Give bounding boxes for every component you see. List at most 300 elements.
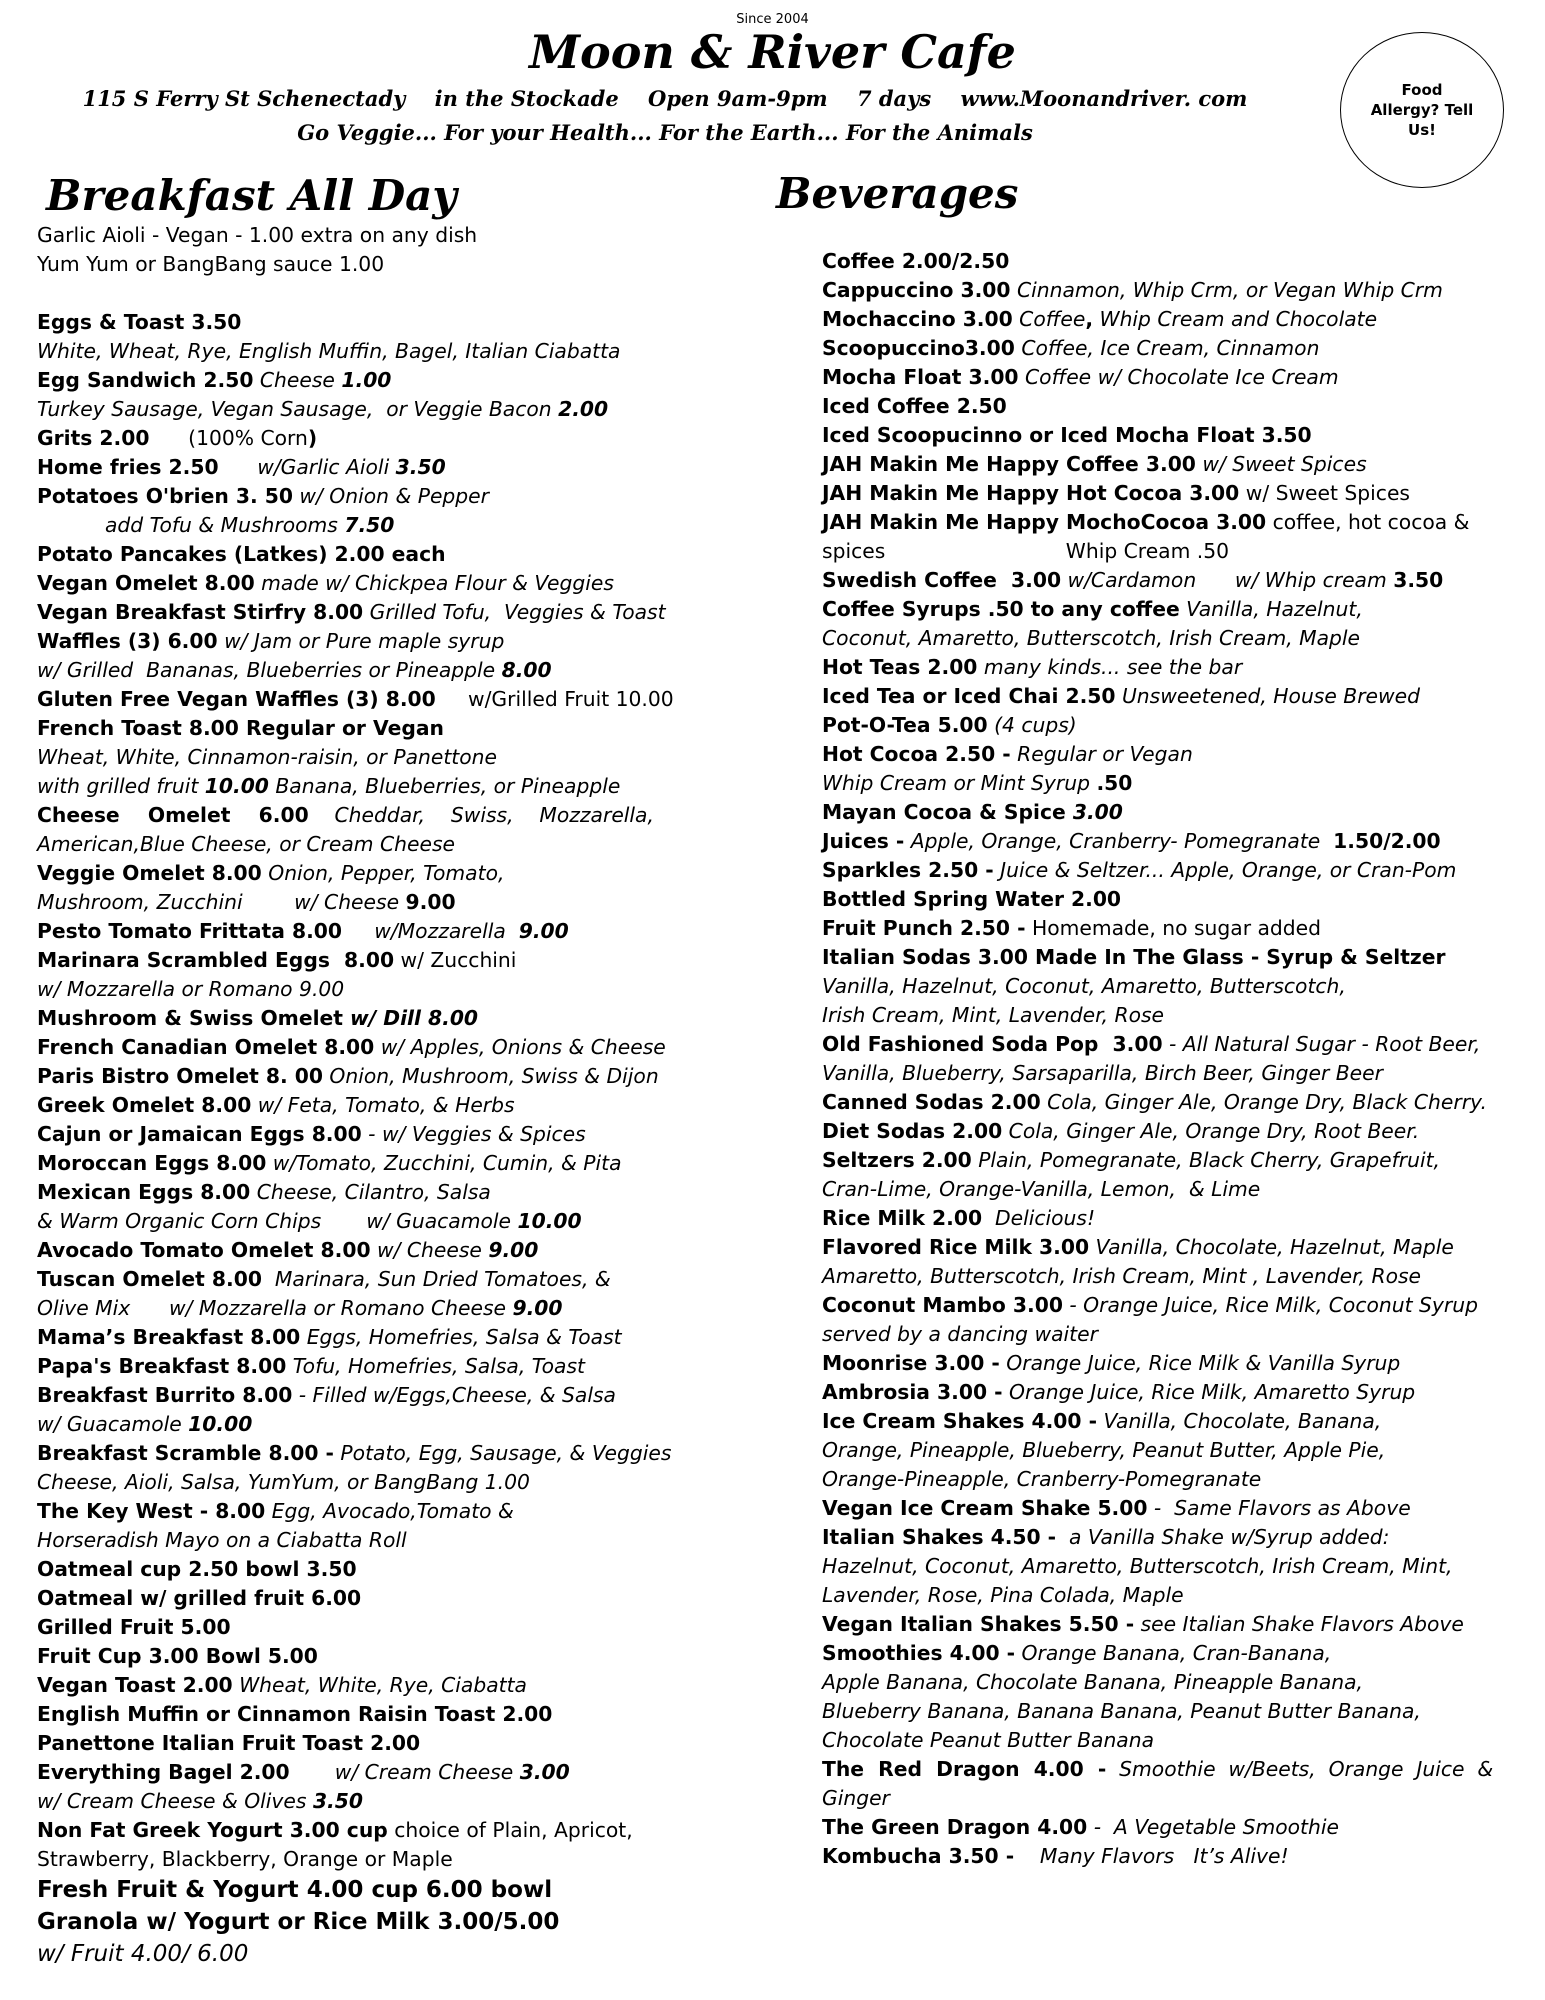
menu-text: Ginger (822, 1786, 890, 1810)
beverage-item (822, 1436, 1512, 1465)
menu-text: Coffee w/ Chocolate Ice Cream (1018, 365, 1339, 389)
menu-text: Olive Mix w/ Mozzarella or Romano Cheese (37, 1296, 513, 1320)
menu-text: choice of Plain, Apricot, (387, 1818, 633, 1842)
menu-text: 1.50/2.00 (1333, 829, 1441, 853)
beverage-item (822, 1233, 1512, 1262)
menu-text: Unsweetened, House Brewed (1115, 684, 1420, 708)
breakfast-item (37, 511, 662, 540)
menu-text: Whip Cream and Chocolate (1093, 307, 1378, 331)
menu-text: Pesto Tomato Frittata 8.00 (37, 919, 343, 943)
menu-text: Bottled Spring Water 2.00 (822, 887, 1122, 911)
beverage-item (822, 305, 1512, 334)
breakfast-item (37, 366, 662, 395)
menu-text: The Key West - 8.00 (37, 1499, 266, 1523)
food-allergy-text: Food Allergy? Tell Us! (1370, 81, 1474, 139)
breakfast-item (37, 1236, 662, 1265)
menu-text: Cappuccino 3.00 (822, 278, 1011, 302)
beverage-item (822, 1320, 1512, 1349)
menu-text: Onion, Pepper, Tomato, (261, 861, 505, 885)
cafe-title: Moon & River Cafe (529, 25, 1016, 79)
menu-text: Cheese, Aioli, Salsa, YumYum, or BangBang 1.00 (37, 1470, 530, 1494)
breakfast-item (37, 1874, 662, 1906)
beverage-item (822, 392, 1512, 421)
breakfast-item (37, 917, 662, 946)
menu-text: w/Tomato, Zucchini, Cumin, & Pita (266, 1151, 622, 1175)
beverage-item (822, 1813, 1512, 1842)
beverage-item (822, 1552, 1512, 1581)
beverage-item (822, 1291, 1512, 1320)
menu-text: Non Fat Greek Yogurt 3.00 cup (37, 1818, 388, 1842)
menu-text: Chocolate Peanut Butter Banana (822, 1728, 1155, 1752)
menu-text: Iced Coffee 2.50 (822, 394, 1007, 418)
beverage-item (822, 595, 1512, 624)
menu-text: Apple, Orange, Cranberry- Pomegranate (904, 829, 1334, 853)
menu-text: Hot Cocoa 2.50 - (822, 742, 1011, 766)
breakfast-item (37, 308, 662, 337)
menu-text: made w/ Chickpea Flour & Veggies (254, 571, 614, 595)
menu-text: Marinara Scrambled Eggs 8.00 (37, 948, 395, 972)
beverage-item (822, 1117, 1512, 1146)
menu-text: , (1085, 307, 1094, 331)
menu-text: with grilled fruit (37, 774, 205, 798)
menu-text: Regular or Vegan (1010, 742, 1193, 766)
menu-text: Fruit Punch 2.50 - (822, 916, 1026, 940)
menu-text: 100% Corn (196, 426, 308, 450)
menu-text: Moonrise 3.00 - (822, 1351, 1000, 1375)
menu-text: JAH Makin Me Happy Coffee 3.00 (822, 452, 1196, 476)
menu-text: Apple Banana, Chocolate Banana, Pineapple Banana, (822, 1670, 1363, 1694)
beverage-item (822, 1610, 1512, 1639)
menu-text: Panettone Italian Fruit Toast 2.00 (37, 1731, 421, 1755)
menu-text: Grilled Fruit 5.00 (37, 1615, 231, 1639)
menu-text: Irish Cream, Mint, Lavender, Rose (822, 1003, 1165, 1027)
breakfast-item (37, 859, 662, 888)
beverage-item (822, 450, 1512, 479)
beverage-item (822, 1465, 1512, 1494)
menu-text: Wheat, White, Cinnamon-raisin, or Panettone (37, 745, 497, 769)
breakfast-item (37, 1149, 662, 1178)
breakfast-item (37, 1787, 662, 1816)
beverages-heading: Beverages (776, 169, 1019, 218)
menu-text: coffee, hot cocoa & (1266, 510, 1470, 534)
menu-text: Grilled Tofu, Veggies & Toast (363, 600, 666, 624)
breakfast-item (37, 656, 662, 685)
menu-text: & Warm Organic Corn Chips w/ Guacamole (37, 1209, 518, 1233)
menu-text: Cran-Lime, Orange-Vanilla, Lemon, & Lime (822, 1177, 1261, 1201)
menu-text: w/ Dill 8.00 (350, 1006, 479, 1030)
breakfast-item (37, 772, 662, 801)
menu-text: Hazelnut, Coconut, Amaretto, Butterscotch, Irish Cream, Mint, (822, 1554, 1453, 1578)
breakfast-item (37, 1033, 666, 1062)
menu-text: spices Whip Cream .50 (822, 539, 1230, 563)
hours: Open 9am-9pm (648, 86, 828, 111)
menu-text: - w/ Veggies & Spices (361, 1122, 586, 1146)
menu-text: Egg Sandwich 2.50 (37, 368, 254, 392)
menu-text: Greek Omelet 8.00 (37, 1093, 252, 1117)
menu-text: Orange Juice, Rice Milk, Amaretto Syrup (1002, 1380, 1416, 1404)
breakfast-item (37, 221, 662, 250)
menu-text: Mayan Cocoa & Spice (822, 800, 1073, 824)
menu-text: Cola, Ginger Ale, Orange Dry, Root Beer. (1002, 1119, 1420, 1143)
menu-text: 9.00 (512, 1296, 563, 1320)
beverage-item (822, 1668, 1512, 1697)
menu-text: Potatoes O'brien 3. 50 (37, 484, 293, 508)
breakfast-item (37, 1642, 662, 1671)
menu-text: Yum Yum or BangBang sauce 1.00 (37, 252, 385, 276)
menu-text: Orange Banana, Cran-Banana, (1015, 1641, 1332, 1665)
menu-text: Coconut Mambo 3.00 (822, 1293, 1063, 1317)
menu-text: Ice Cream Shakes 4.00 - (822, 1409, 1097, 1433)
menu-text: Iced Tea or Iced Chai 2.50 (822, 684, 1116, 708)
beverage-item (822, 479, 1512, 508)
location: in the Stockade (434, 86, 619, 111)
menu-text: Strawberry, Blackberry, Orange or Maple (37, 1847, 453, 1871)
menu-text: Cheese, Cilantro, Salsa (250, 1180, 491, 1204)
menu-text: Orange Juice, Rice Milk & Vanilla Syrup (999, 1351, 1401, 1375)
beverage-item (822, 276, 1512, 305)
menu-text: Amaretto, Butterscotch, Irish Cream, Mint , Lavender, Rose (822, 1264, 1422, 1288)
menu-text: Iced Scoopucinno or Iced Mocha Float 3.50 (822, 423, 1312, 447)
beverage-item (822, 1088, 1512, 1117)
beverage-item (822, 1494, 1512, 1523)
menu-text: ) (307, 426, 318, 450)
breakfast-menu-list (37, 221, 674, 1970)
menu-text: Smoothie w/Beets, Orange Juice & (1106, 1757, 1494, 1781)
menu-text: Moroccan Eggs 8.00 (37, 1151, 267, 1175)
beverage-item (822, 334, 1512, 363)
menu-text: 1.00 (341, 368, 392, 392)
breakfast-item (37, 1497, 662, 1526)
menu-text: English Muffin or Cinnamon Raisin Toast 2.00 (37, 1702, 553, 1726)
menu-text: Marinara, Sun Dried Tomatoes, & (261, 1267, 611, 1291)
menu-text: w/ Guacamole (37, 1412, 189, 1436)
tagline: Go Veggie... For your Health... For the Earth... For the Animals (297, 120, 1033, 145)
beverage-item (822, 740, 1512, 769)
address: 115 S Ferry St Schenectady (82, 86, 406, 111)
menu-text: Orange-Pineapple, Cranberry-Pomegranate (822, 1467, 1262, 1491)
breakfast-item (37, 1091, 662, 1120)
breakfast-item (37, 1323, 662, 1352)
menu-text: ( (149, 426, 197, 450)
menu-text: Delicious! (982, 1206, 1096, 1230)
menu-text: Vegan Toast 2.00 (37, 1673, 233, 1697)
menu-text: Coffee (1012, 307, 1086, 331)
menu-text: Cheese Omelet 6.00 (37, 803, 309, 827)
breakfast-item (37, 1062, 662, 1091)
menu-text: Mocha Float 3.00 (822, 365, 1019, 389)
breakfast-item (37, 1178, 662, 1207)
menu-text: Blueberry Banana, Banana Banana, Peanut Butter Banana, (822, 1699, 1421, 1723)
beverage-item (822, 769, 1512, 798)
menu-text: Avocado Tomato Omelet 8.00 (37, 1238, 371, 1262)
menu-text: Juices - (822, 829, 905, 853)
menu-text: Swedish Coffee 3.00 (822, 568, 1062, 592)
breakfast-item (37, 1729, 662, 1758)
beverage-item (822, 508, 1512, 537)
menu-text: Mama’s Breakfast 8.00 (37, 1325, 301, 1349)
menu-text: a Vanilla Shake w/Syrup added: (1056, 1525, 1390, 1549)
menu-text: Vanilla, Chocolate, Hazelnut, Maple (1089, 1235, 1454, 1259)
menu-text: Grits 2.00 (37, 426, 150, 450)
menu-text: w/Mozzarella (342, 919, 519, 943)
menu-text: Breakfast Scramble 8.00 - (37, 1441, 334, 1465)
beverage-item (822, 1262, 1512, 1291)
beverage-item (822, 566, 1512, 595)
menu-text: Coconut, Amaretto, Butterscotch, Irish Cream, Maple (822, 626, 1361, 650)
beverage-item (822, 624, 1512, 653)
beverage-item (822, 1523, 1512, 1552)
menu-text: Wheat, White, Rye, Ciabatta (232, 1673, 527, 1697)
beverage-item (822, 1001, 1512, 1030)
menu-text: Pot-O-Tea 5.00 (822, 713, 988, 737)
menu-text: Home fries 2.50 (37, 455, 219, 479)
menu-text: Vanilla, Hazelnut, (1179, 597, 1363, 621)
breakfast-item (37, 1758, 662, 1787)
menu-text: Egg, Avocado,Tomato & (265, 1499, 514, 1523)
menu-text: - Same Flavors as Above (1147, 1496, 1411, 1520)
menu-text: 9.00 (518, 919, 569, 943)
menu-text: w/ Mozzarella or Romano 9.00 (37, 977, 345, 1001)
menu-text: Granola w/ Yogurt or Rice Milk 3.00/5.00 (37, 1909, 560, 1935)
breakfast-item (37, 975, 662, 1004)
beverage-item (822, 1407, 1512, 1436)
menu-text: Rice Milk 2.00 (822, 1206, 983, 1230)
menu-text: Tuscan Omelet 8.00 (37, 1267, 262, 1291)
breakfast-item (37, 888, 662, 917)
breakfast-item (37, 482, 662, 511)
days: 7 days (856, 86, 932, 111)
menu-text: 3.50 (1393, 568, 1444, 592)
breakfast-item (37, 1526, 662, 1555)
breakfast-item (37, 1816, 662, 1845)
menu-text: Cinnamon, Whip Crm, or Vegan Whip Crm (1010, 278, 1443, 302)
breakfast-item (37, 337, 662, 366)
breakfast-item (37, 714, 662, 743)
menu-text: Italian Sodas 3.00 Made In The Glass - Syrup & Seltzer (822, 945, 1446, 969)
menu-text: Scoopuccino3.00 (822, 336, 1015, 360)
menu-text: Old Fashioned Soda Pop 3.00 (822, 1032, 1163, 1056)
menu-text: Many Flavors It’s Alive! (1014, 1844, 1289, 1868)
menu-text: Eggs, Homefries, Salsa & Toast (300, 1325, 622, 1349)
breakfast-item (37, 743, 662, 772)
beverage-item (822, 1842, 1512, 1871)
menu-text: Ambrosia 3.00 - (822, 1380, 1003, 1404)
menu-text: Fruit Cup 3.00 Bowl 5.00 (37, 1644, 318, 1668)
breakfast-item (37, 1207, 662, 1236)
menu-text: Juice & Seltzer... Apple, Orange, or Cran-Pom (993, 858, 1457, 882)
breakfast-item (37, 685, 674, 714)
beverage-item (822, 363, 1512, 392)
breakfast-item (37, 1845, 662, 1874)
menu-text: Homemade, no sugar added (1025, 916, 1322, 940)
menu-text: 8.00 (501, 658, 552, 682)
menu-text: Coffee Syrups .50 to any coffee (822, 597, 1180, 621)
menu-text: Vegan Italian Shakes 5.50 - (822, 1612, 1135, 1636)
menu-text: - Filled w/Eggs,Cheese, & Salsa (292, 1383, 616, 1407)
since-year: Since 2004 (736, 12, 809, 27)
menu-text: w/ Zucchini (394, 948, 517, 972)
menu-text: JAH Makin Me Happy MochoCocoa 3.00 (822, 510, 1267, 534)
menu-text: French Canadian Omelet 8.00 (37, 1035, 375, 1059)
menu-text: Vanilla, Blueberry, Sarsaparilla, Birch Beer, Ginger Beer (822, 1061, 1383, 1085)
beverage-item (822, 711, 1512, 740)
menu-text: w/ Fruit 4.00/ 6.00 (37, 1941, 249, 1967)
beverage-item (822, 1204, 1512, 1233)
menu-text: Vegan Breakfast Stirfry 8.00 (37, 600, 364, 624)
menu-text: Mushroom & Swiss Omelet (37, 1006, 351, 1030)
menu-text: Mochaccino 3.00 (822, 307, 1013, 331)
menu-text: .50 (1096, 771, 1133, 795)
menu-text: Sparkles 2.50 - (822, 858, 994, 882)
breakfast-item (37, 627, 662, 656)
menu-text: 3.00 (519, 1760, 570, 1784)
breakfast-item (37, 250, 662, 279)
menu-text: many kinds... see the bar (977, 655, 1243, 679)
menu-text: Canned Sodas 2.00 (822, 1090, 1041, 1114)
beverage-item (822, 1175, 1512, 1204)
menu-text: Turkey Sausage, Vegan Sausage, or Veggie Bacon (37, 397, 559, 421)
menu-text: Italian Shakes 4.50 - (822, 1525, 1057, 1549)
website-link[interactable]: www.Moonandriver. com (960, 86, 1248, 111)
menu-text: - Orange Juice, Rice Milk, Coconut Syrup (1062, 1293, 1478, 1317)
breakfast-item (37, 424, 662, 453)
menu-text: 10.00 (517, 1209, 582, 1233)
menu-text: Smoothies 4.00 - (822, 1641, 1016, 1665)
beverage-item (822, 943, 1512, 972)
breakfast-item (37, 830, 662, 859)
menu-text: see Italian Shake Flavors Above (1134, 1612, 1464, 1636)
menu-text: Veggie Omelet 8.00 (37, 861, 262, 885)
menu-text: Orange, Pineapple, Blueberry, Peanut Butter, Apple Pie, (822, 1438, 1386, 1462)
menu-text: Mexican Eggs 8.00 (37, 1180, 251, 1204)
menu-text: w/ Apples, Onions & Cheese (374, 1035, 666, 1059)
menu-text: The Red Dragon 4.00 - (822, 1757, 1107, 1781)
menu-text: Kombucha 3.50 - (822, 1844, 1015, 1868)
menu-text: Tofu, Homefries, Salsa, Toast (286, 1354, 585, 1378)
menu-text: Diet Sodas 2.00 (822, 1119, 1003, 1143)
menu-text: - A Vegetable Smoothie (1087, 1815, 1339, 1839)
beverage-item (822, 1146, 1512, 1175)
beverage-item (822, 1726, 1512, 1755)
menu-text: w/ Grilled Bananas, Blueberries or Pineapple (37, 658, 502, 682)
menu-text: Banana, Blueberries, or Pineapple (268, 774, 621, 798)
menu-text: French Toast 8.00 Regular or Vegan (37, 716, 444, 740)
menu-text: Waffles (3) 6.00 (37, 629, 218, 653)
breakfast-item (37, 569, 662, 598)
menu-text: Cola, Ginger Ale, Orange Dry, Black Cherry. (1040, 1090, 1487, 1114)
menu-text: Potato Pancakes (Latkes) 2.00 each (37, 542, 446, 566)
menu-text: Potato, Egg, Sausage, & Veggies (333, 1441, 672, 1465)
menu-text: 3.50 (395, 455, 446, 479)
beverage-item (822, 421, 1512, 450)
menu-text: w/Grilled Fruit 10.00 (435, 687, 674, 711)
menu-text: w/ Onion & Pepper (292, 484, 489, 508)
menu-text: Vegan Omelet 8.00 (37, 571, 255, 595)
breakfast-item (37, 453, 662, 482)
menu-text: - All Natural Sugar - Root Beer, (1162, 1032, 1481, 1056)
breakfast-item (37, 395, 662, 424)
breakfast-item (37, 1294, 662, 1323)
menu-text: Oatmeal cup 2.50 bowl 3.50 (37, 1557, 357, 1581)
spacer (37, 279, 662, 308)
breakfast-item (37, 1700, 662, 1729)
menu-text: The Green Dragon 4.00 (822, 1815, 1088, 1839)
beverage-item (822, 1030, 1512, 1059)
beverage-item (822, 1378, 1512, 1407)
beverage-item (822, 1349, 1512, 1378)
menu-text: Fresh Fruit & Yogurt 4.00 cup 6.00 bowl (37, 1877, 553, 1903)
menu-text: Gluten Free Vegan Waffles (3) 8.00 (37, 687, 436, 711)
breakfast-item (37, 1439, 672, 1468)
menu-text: w/ Cream Cheese (289, 1760, 520, 1784)
beverage-item (822, 885, 1512, 914)
menu-text: 10.00 (204, 774, 269, 798)
breakfast-item (37, 1381, 662, 1410)
breakfast-item (37, 598, 666, 627)
menu-text: w/ Sweet Spices (1195, 452, 1367, 476)
menu-text: Oatmeal w/ grilled fruit 6.00 (37, 1586, 362, 1610)
menu-text: 7.50 (344, 513, 395, 537)
beverage-item (822, 247, 1512, 276)
menu-text: Lavender, Rose, Pina Colada, Maple (822, 1583, 1184, 1607)
beverage-item (822, 537, 1512, 566)
breakfast-item (37, 1938, 662, 1970)
breakfast-item (37, 1671, 662, 1700)
beverage-item (822, 1784, 1512, 1813)
menu-text: w/ Sweet Spices (1239, 481, 1410, 505)
menu-text: White, Wheat, Rye, English Muffin, Bagel, Italian Ciabatta (37, 339, 621, 363)
menu-text: Vegan Ice Cream Shake 5.00 (822, 1496, 1148, 1520)
menu-text: Eggs & Toast 3.50 (37, 310, 242, 334)
menu-text: w/Cardamon w/ Whip cream (1061, 568, 1394, 592)
menu-text: Papa's Breakfast 8.00 (37, 1354, 287, 1378)
menu-text: add Tofu & Mushrooms (105, 513, 345, 537)
menu-text: Coffee, Ice Cream, Cinnamon (1014, 336, 1320, 360)
breakfast-item (37, 1468, 662, 1497)
beverages-menu-list (822, 247, 1512, 1871)
menu-text: Mushroom, Zucchini w/ Cheese (37, 890, 406, 914)
menu-text: American,Blue Cheese, or Cream Cheese (37, 832, 456, 856)
menu-text: 2.00 (558, 397, 609, 421)
breakfast-item (37, 801, 662, 830)
breakfast-item (37, 540, 662, 569)
menu-text: Onion, Mushroom, Swiss & Dijon (322, 1064, 659, 1088)
menu-text: Garlic Aioli - Vegan - 1.00 extra on any dish (37, 223, 478, 247)
menu-text: w/ Feta, Tomato, & Herbs (251, 1093, 515, 1117)
menu-text: 3.00 (1072, 800, 1123, 824)
menu-text: w/ Cream Cheese & Olives (37, 1789, 313, 1813)
beverage-item (822, 1059, 1512, 1088)
breakfast-item (37, 1410, 662, 1439)
menu-text: Cajun or Jamaican Eggs 8.00 (37, 1122, 362, 1146)
food-allergy-badge (1340, 32, 1504, 188)
menu-text: Seltzers 2.00 (822, 1148, 972, 1172)
beverage-item (822, 914, 1512, 943)
beverage-item (822, 682, 1512, 711)
beverage-item (822, 1581, 1512, 1610)
menu-text: Cheddar, Swiss, Mozzarella, (308, 803, 654, 827)
menu-text: (4 cups) (987, 713, 1077, 737)
breakfast-item (37, 946, 662, 975)
breakfast-item (37, 1613, 662, 1642)
breakfast-item (37, 1004, 662, 1033)
beverage-item (822, 1697, 1512, 1726)
menu-text: Horseradish Mayo on a Ciabatta Roll (37, 1528, 407, 1552)
menu-text: w/ Jam or Pure maple syrup (217, 629, 505, 653)
menu-text: 10.00 (188, 1412, 253, 1436)
beverage-item (822, 1639, 1512, 1668)
beverage-item (822, 972, 1512, 1001)
